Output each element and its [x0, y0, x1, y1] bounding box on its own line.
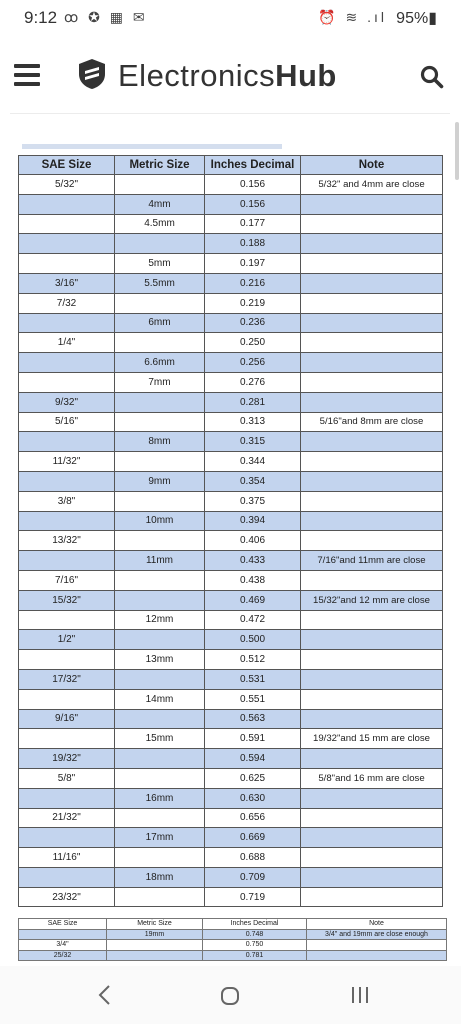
- sae-size-cell: 19/32": [19, 749, 115, 769]
- metric-size-cell: [115, 293, 205, 313]
- table-row: [19, 768, 443, 788]
- table-row: [19, 808, 443, 828]
- inches-decimal-cell: 0.315: [205, 432, 301, 452]
- metric-size-cell: 10mm: [115, 511, 205, 531]
- sae-size-cell: 11/32": [19, 452, 115, 472]
- inches-decimal-cell: 0.591: [205, 729, 301, 749]
- table-row: [19, 848, 443, 868]
- metric-size-cell: [115, 570, 205, 590]
- metric-size-cell: [115, 175, 205, 195]
- inches-decimal-cell: 0.750: [203, 940, 307, 951]
- inches-decimal-cell: 0.188: [205, 234, 301, 254]
- inches-decimal-cell: 0.531: [205, 669, 301, 689]
- table-row: [19, 194, 443, 214]
- site-logo-text[interactable]: [118, 58, 337, 94]
- table-row: [19, 511, 443, 531]
- metric-size-cell: 9mm: [115, 471, 205, 491]
- scrollbar[interactable]: [455, 122, 459, 180]
- note-cell: [301, 630, 443, 650]
- table2-header-inches-decimal: Inches Decimal: [203, 919, 307, 930]
- note-cell: [301, 749, 443, 769]
- table-row: [19, 788, 443, 808]
- table-row: [19, 729, 443, 749]
- inches-decimal-cell: 0.469: [205, 590, 301, 610]
- site-header: [0, 46, 461, 106]
- metric-size-cell: [115, 452, 205, 472]
- sae-size-cell: 7/16": [19, 570, 115, 590]
- note-cell: 5/16"and 8mm are close: [301, 412, 443, 432]
- table-row: [19, 867, 443, 887]
- inches-decimal-cell: 0.281: [205, 392, 301, 412]
- cropped-table-caption: [22, 144, 282, 149]
- header-divider: [10, 113, 450, 114]
- table-row: [19, 689, 443, 709]
- metric-size-cell: [115, 531, 205, 551]
- table-row: [19, 950, 447, 961]
- sae-size-cell: [19, 828, 115, 848]
- note-cell: [301, 848, 443, 868]
- metric-size-cell: [115, 848, 205, 868]
- table2-header-sae-size: SAE Size: [19, 919, 107, 930]
- note-cell: [301, 273, 443, 293]
- sae-size-cell: 9/32": [19, 392, 115, 412]
- sae-size-cell: 11/16": [19, 848, 115, 868]
- metric-size-cell: 4mm: [115, 194, 205, 214]
- table2-header-note: Note: [307, 919, 447, 930]
- metric-size-cell: [107, 950, 203, 961]
- inches-decimal-cell: 0.256: [205, 353, 301, 373]
- metric-size-cell: 7mm: [115, 372, 205, 392]
- header-inches-decimal: Inches Decimal: [205, 156, 301, 175]
- note-cell: [301, 669, 443, 689]
- sae-size-cell: [19, 254, 115, 274]
- conversion-table: [18, 155, 443, 907]
- sae-size-cell: [19, 234, 115, 254]
- metric-size-cell: [115, 709, 205, 729]
- metric-size-cell: [115, 749, 205, 769]
- status-bar: [0, 0, 461, 36]
- note-cell: [301, 709, 443, 729]
- inches-decimal-cell: 0.433: [205, 551, 301, 571]
- note-cell: [301, 313, 443, 333]
- inches-decimal-cell: 0.156: [205, 175, 301, 195]
- sae-size-cell: [19, 610, 115, 630]
- recent-apps-icon[interactable]: [349, 986, 371, 1004]
- table-row: [19, 234, 443, 254]
- note-cell: [301, 353, 443, 373]
- sae-size-cell: [19, 471, 115, 491]
- sae-size-cell: [19, 511, 115, 531]
- sae-size-cell: [19, 551, 115, 571]
- inches-decimal-cell: 0.250: [205, 333, 301, 353]
- inches-decimal-cell: 0.276: [205, 372, 301, 392]
- table-row: [19, 828, 443, 848]
- table-row: [19, 551, 443, 571]
- metric-size-cell: 5mm: [115, 254, 205, 274]
- note-cell: [307, 940, 447, 951]
- note-cell: [301, 452, 443, 472]
- table2-header-row: [19, 919, 447, 930]
- inches-decimal-cell: 0.375: [205, 491, 301, 511]
- note-cell: [301, 491, 443, 511]
- table-row: [19, 491, 443, 511]
- note-cell: 5/32" and 4mm are close: [301, 175, 443, 195]
- note-cell: 7/16"and 11mm are close: [301, 551, 443, 571]
- sae-size-cell: 21/32": [19, 808, 115, 828]
- sae-size-cell: [19, 313, 115, 333]
- metric-size-cell: [115, 412, 205, 432]
- sae-size-cell: 1/4": [19, 333, 115, 353]
- search-icon[interactable]: [419, 64, 445, 90]
- sae-size-cell: 1/2": [19, 630, 115, 650]
- note-cell: [301, 887, 443, 907]
- table-row: [19, 214, 443, 234]
- metric-size-cell: [115, 887, 205, 907]
- brand-light: Electronics: [118, 58, 276, 93]
- table-row: [19, 531, 443, 551]
- note-cell: [301, 214, 443, 234]
- table-row: [19, 650, 443, 670]
- sae-size-cell: [19, 929, 107, 940]
- note-cell: [301, 808, 443, 828]
- sae-size-cell: 25/32: [19, 950, 107, 961]
- inches-decimal-cell: 0.563: [205, 709, 301, 729]
- table-row: [19, 630, 443, 650]
- table-row: [19, 669, 443, 689]
- electronicshub-logo-icon[interactable]: [78, 58, 106, 90]
- inches-decimal-cell: 0.219: [205, 293, 301, 313]
- note-cell: [301, 234, 443, 254]
- inches-decimal-cell: 0.197: [205, 254, 301, 274]
- inches-decimal-cell: 0.394: [205, 511, 301, 531]
- metric-size-cell: 17mm: [115, 828, 205, 848]
- inches-decimal-cell: 0.216: [205, 273, 301, 293]
- note-cell: [301, 531, 443, 551]
- sae-size-cell: [19, 194, 115, 214]
- note-cell: 19/32"and 15 mm are close: [301, 729, 443, 749]
- inches-decimal-cell: 0.156: [205, 194, 301, 214]
- table-row: [19, 293, 443, 313]
- table-row: [19, 570, 443, 590]
- note-cell: [301, 254, 443, 274]
- sae-size-cell: 5/32": [19, 175, 115, 195]
- navigation-bar: [0, 966, 461, 1024]
- sae-size-cell: [19, 214, 115, 234]
- note-cell: [301, 293, 443, 313]
- table-row: [19, 353, 443, 373]
- note-cell: 5/8"and 16 mm are close: [301, 768, 443, 788]
- table-row: [19, 610, 443, 630]
- inches-decimal-cell: 0.688: [205, 848, 301, 868]
- back-icon[interactable]: [96, 984, 114, 1006]
- table-row: [19, 392, 443, 412]
- metric-size-cell: [115, 669, 205, 689]
- inches-decimal-cell: 0.669: [205, 828, 301, 848]
- inches-decimal-cell: 0.551: [205, 689, 301, 709]
- battery-level: 95%▮: [396, 10, 437, 27]
- metric-size-cell: 16mm: [115, 788, 205, 808]
- metric-size-cell: 6.6mm: [115, 353, 205, 373]
- conversion-table-continued: [18, 918, 447, 961]
- notification-icons: ꝏ ✪ ▦ ✉: [64, 9, 148, 25]
- note-cell: 15/32"and 12 mm are close: [301, 590, 443, 610]
- metric-size-cell: 11mm: [115, 551, 205, 571]
- sae-size-cell: 9/16": [19, 709, 115, 729]
- table-row: [19, 254, 443, 274]
- table-row: [19, 709, 443, 729]
- sae-size-cell: 3/4": [19, 940, 107, 951]
- note-cell: [301, 828, 443, 848]
- note-cell: [301, 372, 443, 392]
- note-cell: [301, 511, 443, 531]
- sae-size-cell: [19, 689, 115, 709]
- inches-decimal-cell: 0.781: [203, 950, 307, 961]
- sae-size-cell: [19, 650, 115, 670]
- metric-size-cell: 4.5mm: [115, 214, 205, 234]
- table-row: [19, 412, 443, 432]
- note-cell: 3/4" and 19mm are close enough: [307, 929, 447, 940]
- header-sae-size: SAE Size: [19, 156, 115, 175]
- sae-size-cell: 3/8": [19, 491, 115, 511]
- table-row: [19, 590, 443, 610]
- sae-size-cell: 23/32": [19, 887, 115, 907]
- metric-size-cell: [115, 234, 205, 254]
- note-cell: [301, 432, 443, 452]
- note-cell: [301, 392, 443, 412]
- sae-size-cell: 3/16": [19, 273, 115, 293]
- home-icon[interactable]: [220, 986, 240, 1006]
- sae-size-cell: [19, 432, 115, 452]
- table-row: [19, 175, 443, 195]
- note-cell: [301, 867, 443, 887]
- metric-size-cell: 5.5mm: [115, 273, 205, 293]
- sae-size-cell: [19, 353, 115, 373]
- metric-size-cell: 12mm: [115, 610, 205, 630]
- note-cell: [301, 610, 443, 630]
- header-metric-size: Metric Size: [115, 156, 205, 175]
- note-cell: [301, 689, 443, 709]
- inches-decimal-cell: 0.719: [205, 887, 301, 907]
- metric-size-cell: [115, 491, 205, 511]
- sae-size-cell: 13/32": [19, 531, 115, 551]
- sae-size-cell: [19, 867, 115, 887]
- note-cell: [301, 333, 443, 353]
- inches-decimal-cell: 0.354: [205, 471, 301, 491]
- inches-decimal-cell: 0.512: [205, 650, 301, 670]
- metric-size-cell: 19mm: [107, 929, 203, 940]
- metric-size-cell: 18mm: [115, 867, 205, 887]
- metric-size-cell: 14mm: [115, 689, 205, 709]
- sae-size-cell: 15/32": [19, 590, 115, 610]
- brand-bold: Hub: [275, 58, 337, 93]
- metric-size-cell: 15mm: [115, 729, 205, 749]
- inches-decimal-cell: 0.709: [205, 867, 301, 887]
- note-cell: [301, 194, 443, 214]
- table2-header-metric-size: Metric Size: [107, 919, 203, 930]
- table-row: [19, 452, 443, 472]
- metric-size-cell: [115, 392, 205, 412]
- metric-size-cell: [107, 940, 203, 951]
- metric-size-cell: [115, 768, 205, 788]
- inches-decimal-cell: 0.177: [205, 214, 301, 234]
- sae-size-cell: 5/16": [19, 412, 115, 432]
- inches-decimal-cell: 0.472: [205, 610, 301, 630]
- inches-decimal-cell: 0.344: [205, 452, 301, 472]
- table-row: [19, 333, 443, 353]
- inches-decimal-cell: 0.594: [205, 749, 301, 769]
- inches-decimal-cell: 0.656: [205, 808, 301, 828]
- metric-size-cell: [115, 590, 205, 610]
- table-row: [19, 929, 447, 940]
- metric-size-cell: 13mm: [115, 650, 205, 670]
- inches-decimal-cell: 0.625: [205, 768, 301, 788]
- sae-size-cell: [19, 729, 115, 749]
- system-icons: ⏰ ≋ .ıl: [318, 9, 387, 25]
- note-cell: [301, 570, 443, 590]
- inches-decimal-cell: 0.500: [205, 630, 301, 650]
- metric-size-cell: [115, 333, 205, 353]
- sae-size-cell: 17/32": [19, 669, 115, 689]
- inches-decimal-cell: 0.748: [203, 929, 307, 940]
- note-cell: [301, 471, 443, 491]
- menu-icon[interactable]: [14, 64, 40, 86]
- table-row: [19, 313, 443, 333]
- table-row: [19, 432, 443, 452]
- table-row: [19, 372, 443, 392]
- inches-decimal-cell: 0.406: [205, 531, 301, 551]
- sae-size-cell: 7/32: [19, 293, 115, 313]
- metric-size-cell: [115, 808, 205, 828]
- status-time: 9:12: [24, 8, 58, 27]
- note-cell: [301, 650, 443, 670]
- inches-decimal-cell: 0.438: [205, 570, 301, 590]
- header-note: Note: [301, 156, 443, 175]
- table-row: [19, 471, 443, 491]
- inches-decimal-cell: 0.313: [205, 412, 301, 432]
- table-row: [19, 887, 443, 907]
- sae-size-cell: 5/8": [19, 768, 115, 788]
- table-row: [19, 749, 443, 769]
- sae-size-cell: [19, 788, 115, 808]
- table-row: [19, 273, 443, 293]
- note-cell: [301, 788, 443, 808]
- table-row: [19, 940, 447, 951]
- sae-size-cell: [19, 372, 115, 392]
- note-cell: [307, 950, 447, 961]
- metric-size-cell: 6mm: [115, 313, 205, 333]
- metric-size-cell: 8mm: [115, 432, 205, 452]
- metric-size-cell: [115, 630, 205, 650]
- table-header-row: [19, 156, 443, 175]
- inches-decimal-cell: 0.630: [205, 788, 301, 808]
- inches-decimal-cell: 0.236: [205, 313, 301, 333]
